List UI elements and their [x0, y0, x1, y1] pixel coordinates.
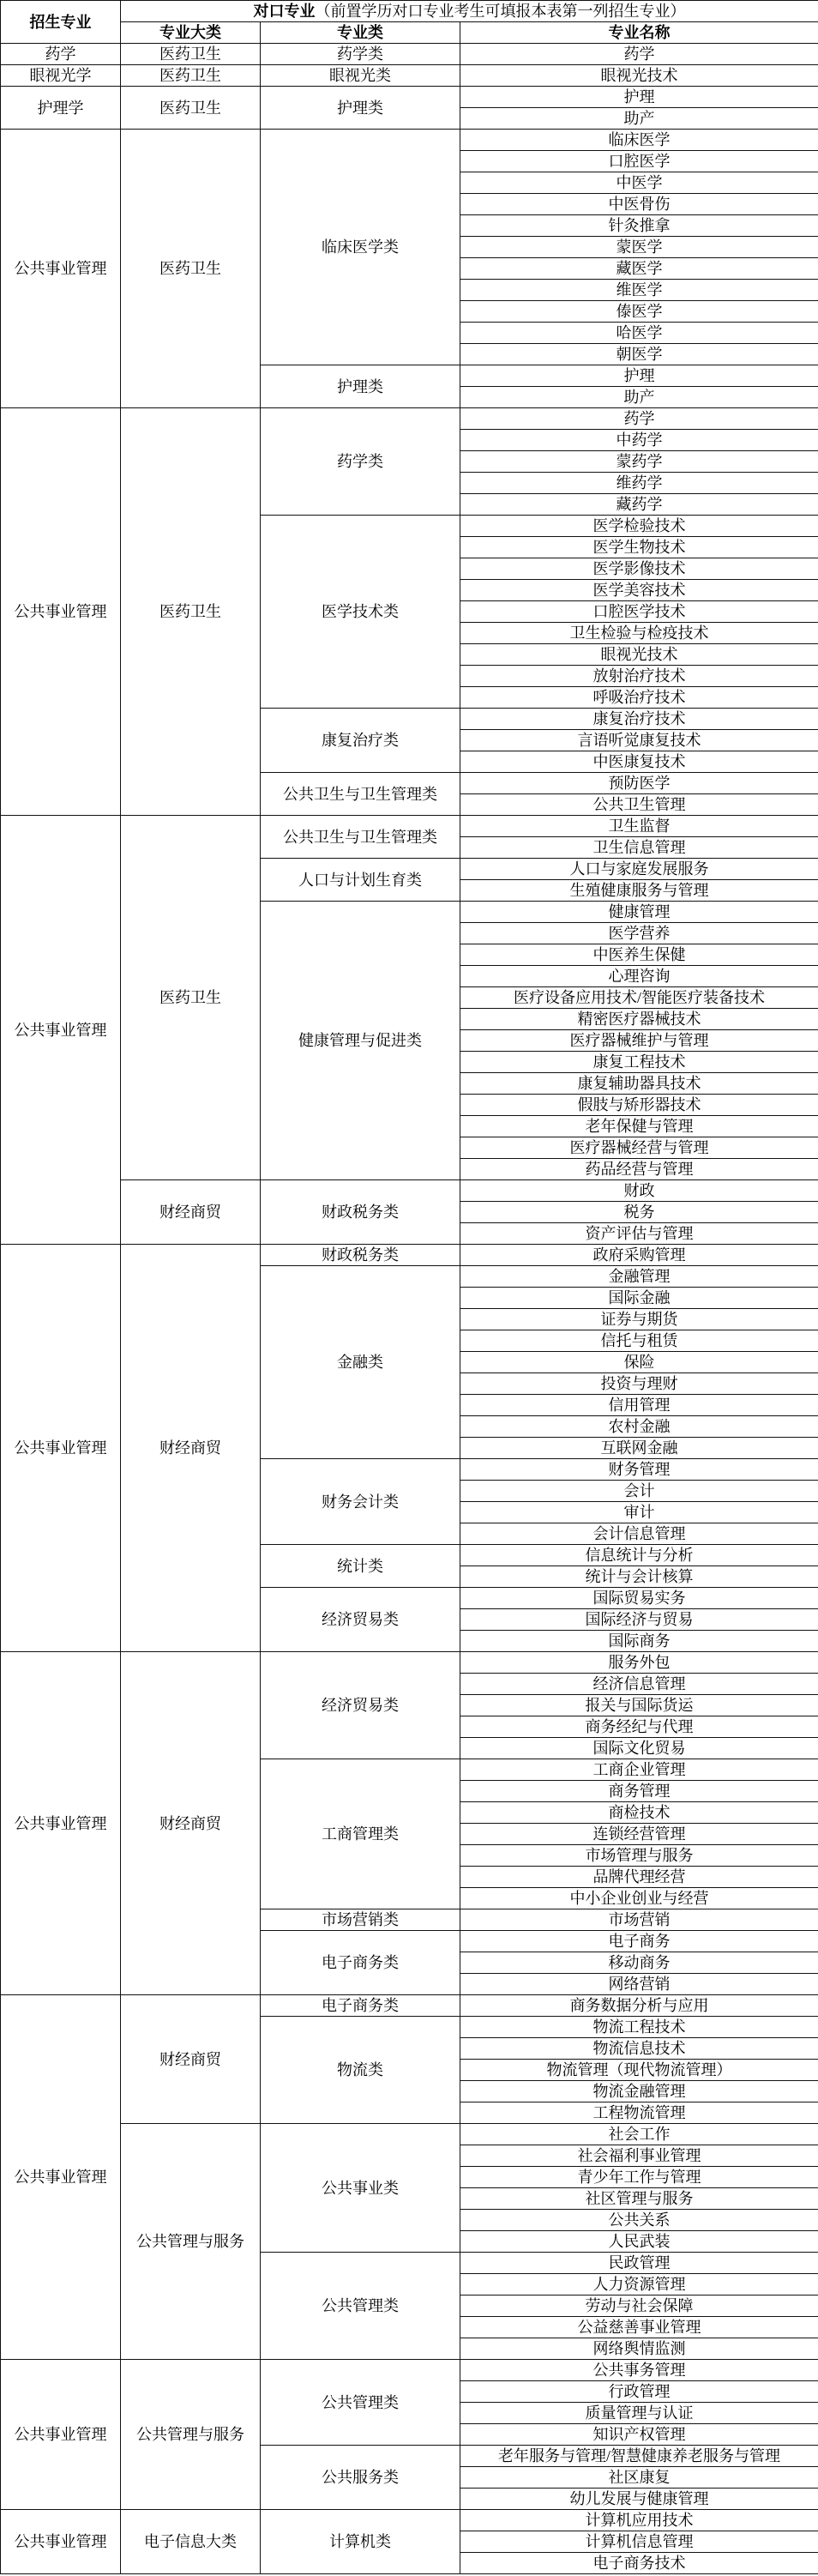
table-row — [1, 2124, 818, 2145]
major-category-cell: 医药卫生 — [121, 44, 261, 65]
major-name-cell: 呼吸治疗技术 — [460, 687, 818, 709]
major-name-cell: 助产 — [460, 387, 818, 408]
major-category-cell: 财经商贸 — [121, 1652, 261, 1995]
major-class-cell: 统计类 — [261, 1545, 460, 1588]
major-name-cell: 卫生检验与检疫技术 — [460, 623, 818, 644]
major-class-cell: 物流类 — [261, 2017, 460, 2124]
major-name-cell: 国际商务 — [460, 1631, 818, 1652]
major-name-cell: 针灸推拿 — [460, 215, 818, 237]
table-row — [1, 1245, 818, 1266]
major-name-cell: 藏药学 — [460, 494, 818, 516]
major-category-cell: 财经商贸 — [121, 1180, 261, 1245]
enroll-major-cell: 公共事业管理 — [1, 1245, 121, 1652]
major-name-cell: 品牌代理经营 — [460, 1867, 818, 1888]
major-category-cell: 医药卫生 — [121, 130, 261, 408]
major-name-cell: 电子商务技术 — [460, 2553, 818, 2574]
major-name-cell: 农村金融 — [460, 1416, 818, 1438]
major-name-cell: 经济信息管理 — [460, 1674, 818, 1695]
major-name-cell: 眼视光技术 — [460, 65, 818, 87]
major-name-cell: 人口与家庭发展服务 — [460, 859, 818, 880]
major-class-cell: 财政税务类 — [261, 1180, 460, 1245]
major-class-cell: 财政税务类 — [261, 1245, 460, 1266]
major-name-cell: 健康管理 — [460, 902, 818, 923]
major-name-cell: 预防医学 — [460, 773, 818, 794]
table-row — [1, 1180, 818, 1202]
major-name-cell: 药学 — [460, 44, 818, 65]
major-name-cell: 政府采购管理 — [460, 1245, 818, 1266]
major-name-cell: 朝医学 — [460, 344, 818, 365]
header-major-name: 专业名称 — [460, 22, 818, 44]
major-name-cell: 康复工程技术 — [460, 1052, 818, 1073]
major-name-cell: 服务外包 — [460, 1652, 818, 1674]
major-name-cell: 计算机应用技术 — [460, 2510, 818, 2531]
header-matched-major-title: 对口专业 — [253, 3, 316, 20]
major-name-cell: 维医学 — [460, 280, 818, 301]
major-name-cell: 人力资源管理 — [460, 2274, 818, 2295]
major-name-cell: 医疗设备应用技术/智能医疗装备技术 — [460, 987, 818, 1009]
major-name-cell: 医疗器械经营与管理 — [460, 1137, 818, 1159]
major-class-cell: 电子商务类 — [261, 1995, 460, 2017]
major-class-cell: 市场营销类 — [261, 1909, 460, 1931]
enroll-major-cell: 药学 — [1, 44, 121, 65]
major-name-cell: 中医康复技术 — [460, 751, 818, 773]
enroll-major-cell: 护理学 — [1, 87, 121, 130]
major-class-cell: 临床医学类 — [261, 130, 460, 365]
major-name-cell: 精密医疗器械技术 — [460, 1009, 818, 1030]
major-name-cell: 保险 — [460, 1352, 818, 1373]
major-class-cell: 金融类 — [261, 1266, 460, 1459]
major-class-cell: 公共事业类 — [261, 2124, 460, 2253]
major-name-cell: 医学生物技术 — [460, 537, 818, 558]
major-name-cell: 信用管理 — [460, 1395, 818, 1416]
enroll-major-cell: 公共事业管理 — [1, 1995, 121, 2360]
table-row — [1, 816, 818, 837]
table-row — [1, 408, 818, 430]
major-name-cell: 康复治疗技术 — [460, 709, 818, 730]
header-major-category: 专业大类 — [121, 22, 261, 44]
major-name-cell: 资产评估与管理 — [460, 1223, 818, 1245]
major-name-cell: 老年保健与管理 — [460, 1116, 818, 1137]
major-name-cell: 康复辅助器具技术 — [460, 1073, 818, 1095]
major-name-cell: 网络舆情监测 — [460, 2338, 818, 2360]
major-name-cell: 哈医学 — [460, 323, 818, 344]
major-name-cell: 护理 — [460, 87, 818, 108]
enroll-major-cell: 公共事业管理 — [1, 2510, 121, 2574]
major-name-cell: 药学 — [460, 408, 818, 430]
major-class-cell: 经济贸易类 — [261, 1652, 460, 1759]
header-matched-major — [121, 1, 818, 22]
major-name-cell: 临床医学 — [460, 130, 818, 151]
enroll-major-cell: 公共事业管理 — [1, 130, 121, 408]
major-name-cell: 国际经济与贸易 — [460, 1609, 818, 1631]
major-name-cell: 财务管理 — [460, 1459, 818, 1481]
major-name-cell: 生殖健康服务与管理 — [460, 880, 818, 902]
major-name-cell: 税务 — [460, 1202, 818, 1223]
major-name-cell: 物流金融管理 — [460, 2081, 818, 2102]
header-matched-major-note: （前置学历对口专业考生可填报本表第一列招生专业） — [315, 3, 686, 20]
table-row — [1, 2360, 818, 2381]
major-name-cell: 言语听觉康复技术 — [460, 730, 818, 751]
major-class-cell: 工商管理类 — [261, 1759, 460, 1909]
major-name-cell: 劳动与社会保障 — [460, 2295, 818, 2317]
major-name-cell: 工商企业管理 — [460, 1759, 818, 1781]
major-name-cell: 蒙医学 — [460, 237, 818, 258]
major-name-cell: 投资与理财 — [460, 1373, 818, 1395]
major-category-cell: 医药卫生 — [121, 87, 261, 130]
major-name-cell: 假肢与矫形器技术 — [460, 1095, 818, 1116]
major-name-cell: 会计信息管理 — [460, 1523, 818, 1545]
major-name-cell: 口腔医学技术 — [460, 601, 818, 623]
major-class-cell: 电子商务类 — [261, 1931, 460, 1995]
major-name-cell: 药品经营与管理 — [460, 1159, 818, 1180]
major-name-cell: 中医养生保健 — [460, 944, 818, 966]
major-name-cell: 质量管理与认证 — [460, 2403, 818, 2424]
major-name-cell: 商务数据分析与应用 — [460, 1995, 818, 2017]
major-name-cell: 卫生信息管理 — [460, 837, 818, 859]
major-name-cell: 国际文化贸易 — [460, 1738, 818, 1759]
major-name-cell: 物流管理（现代物流管理） — [460, 2060, 818, 2081]
major-name-cell: 信息统计与分析 — [460, 1545, 818, 1566]
major-name-cell: 市场营销 — [460, 1909, 818, 1931]
major-name-cell: 工程物流管理 — [460, 2102, 818, 2124]
major-name-cell: 青少年工作与管理 — [460, 2167, 818, 2188]
major-name-cell: 公共卫生管理 — [460, 794, 818, 816]
enroll-major-cell: 公共事业管理 — [1, 1652, 121, 1995]
major-name-cell: 行政管理 — [460, 2381, 818, 2403]
major-class-cell: 医学技术类 — [261, 516, 460, 709]
major-category-cell: 医药卫生 — [121, 816, 261, 1180]
major-name-cell: 医学影像技术 — [460, 558, 818, 580]
table-row — [1, 65, 818, 87]
major-name-cell: 老年服务与管理/智慧健康养老服务与管理 — [460, 2446, 818, 2467]
enroll-major-cell: 公共事业管理 — [1, 816, 121, 1245]
major-name-cell: 国际贸易实务 — [460, 1588, 818, 1609]
header-row-2 — [1, 22, 818, 44]
table-row — [1, 130, 818, 151]
major-name-cell: 物流工程技术 — [460, 2017, 818, 2038]
major-class-cell: 公共卫生与卫生管理类 — [261, 816, 460, 859]
header-row-1 — [1, 1, 818, 22]
major-category-cell: 电子信息大类 — [121, 2510, 261, 2574]
major-name-cell: 放射治疗技术 — [460, 666, 818, 687]
major-category-cell: 公共管理与服务 — [121, 2360, 261, 2510]
major-category-cell: 财经商贸 — [121, 1245, 261, 1652]
major-name-cell: 审计 — [460, 1502, 818, 1523]
major-name-cell: 公益慈善事业管理 — [460, 2317, 818, 2338]
enroll-major-cell: 眼视光学 — [1, 65, 121, 87]
header-enroll-major: 招生专业 — [1, 1, 121, 44]
major-class-cell: 经济贸易类 — [261, 1588, 460, 1652]
major-name-cell: 医学营养 — [460, 923, 818, 944]
major-name-cell: 知识产权管理 — [460, 2424, 818, 2446]
table-body — [1, 1, 818, 2574]
major-name-cell: 中药学 — [460, 430, 818, 451]
major-name-cell: 公共事务管理 — [460, 2360, 818, 2381]
major-name-cell: 幼儿发展与健康管理 — [460, 2489, 818, 2510]
major-name-cell: 中医学 — [460, 172, 818, 194]
major-name-cell: 社会福利事业管理 — [460, 2145, 818, 2167]
major-name-cell: 连锁经营管理 — [460, 1824, 818, 1845]
major-class-cell: 康复治疗类 — [261, 709, 460, 773]
major-name-cell: 社会工作 — [460, 2124, 818, 2145]
major-category-cell: 医药卫生 — [121, 408, 261, 816]
major-name-cell: 商检技术 — [460, 1802, 818, 1824]
major-class-cell: 人口与计划生育类 — [261, 859, 460, 902]
major-name-cell: 国际金融 — [460, 1288, 818, 1309]
major-name-cell: 民政管理 — [460, 2253, 818, 2274]
enroll-major-cell: 公共事业管理 — [1, 2360, 121, 2510]
major-name-cell: 中医骨伤 — [460, 194, 818, 215]
major-name-cell: 眼视光技术 — [460, 644, 818, 666]
major-category-cell: 财经商贸 — [121, 1995, 261, 2124]
major-class-cell: 公共卫生与卫生管理类 — [261, 773, 460, 816]
major-name-cell: 医疗器械维护与管理 — [460, 1030, 818, 1052]
major-name-cell: 社区管理与服务 — [460, 2188, 818, 2210]
major-name-cell: 物流信息技术 — [460, 2038, 818, 2060]
major-name-cell: 傣医学 — [460, 301, 818, 323]
major-class-cell: 眼视光类 — [261, 65, 460, 87]
major-name-cell: 公共关系 — [460, 2210, 818, 2231]
major-name-cell: 商务经纪与代理 — [460, 1716, 818, 1738]
major-class-cell: 护理类 — [261, 87, 460, 130]
enroll-major-cell: 公共事业管理 — [1, 408, 121, 816]
major-name-cell: 口腔医学 — [460, 151, 818, 172]
major-name-cell: 人民武装 — [460, 2231, 818, 2253]
major-category-cell: 医药卫生 — [121, 65, 261, 87]
major-name-cell: 计算机信息管理 — [460, 2531, 818, 2553]
table-row — [1, 1995, 818, 2017]
major-name-cell: 金融管理 — [460, 1266, 818, 1288]
major-name-cell: 网络营销 — [460, 1974, 818, 1995]
major-name-cell: 互联网金融 — [460, 1438, 818, 1459]
major-name-cell: 心理咨询 — [460, 966, 818, 987]
major-name-cell: 助产 — [460, 108, 818, 130]
major-name-cell: 中小企业创业与经营 — [460, 1888, 818, 1909]
major-class-cell: 药学类 — [261, 408, 460, 516]
major-name-cell: 财政 — [460, 1180, 818, 1202]
major-name-cell: 证券与期货 — [460, 1309, 818, 1330]
major-class-cell: 健康管理与促进类 — [261, 902, 460, 1180]
major-category-cell: 公共管理与服务 — [121, 2124, 261, 2360]
table-row — [1, 87, 818, 108]
major-name-cell: 卫生监督 — [460, 816, 818, 837]
major-class-cell: 计算机类 — [261, 2510, 460, 2574]
major-name-cell: 商务管理 — [460, 1781, 818, 1802]
major-class-cell: 公共服务类 — [261, 2446, 460, 2510]
table-row — [1, 1652, 818, 1674]
major-name-cell: 统计与会计核算 — [460, 1566, 818, 1588]
major-name-cell: 市场管理与服务 — [460, 1845, 818, 1867]
major-name-cell: 护理 — [460, 365, 818, 387]
major-name-cell: 社区康复 — [460, 2467, 818, 2489]
major-name-cell: 移动商务 — [460, 1952, 818, 1974]
major-name-cell: 电子商务 — [460, 1931, 818, 1952]
major-name-cell: 报关与国际货运 — [460, 1695, 818, 1716]
header-major-class: 专业类 — [261, 22, 460, 44]
major-name-cell: 信托与租赁 — [460, 1330, 818, 1352]
major-class-cell: 公共管理类 — [261, 2253, 460, 2360]
major-name-cell: 蒙药学 — [460, 451, 818, 473]
major-name-cell: 维药学 — [460, 473, 818, 494]
major-class-cell: 公共管理类 — [261, 2360, 460, 2446]
table-row — [1, 44, 818, 65]
major-class-cell: 护理类 — [261, 365, 460, 408]
major-class-cell: 财务会计类 — [261, 1459, 460, 1545]
major-name-cell: 医学美容技术 — [460, 580, 818, 601]
table-row — [1, 2510, 818, 2531]
major-name-cell: 藏医学 — [460, 258, 818, 280]
major-class-cell: 药学类 — [261, 44, 460, 65]
major-name-cell: 医学检验技术 — [460, 516, 818, 537]
major-name-cell: 会计 — [460, 1481, 818, 1502]
